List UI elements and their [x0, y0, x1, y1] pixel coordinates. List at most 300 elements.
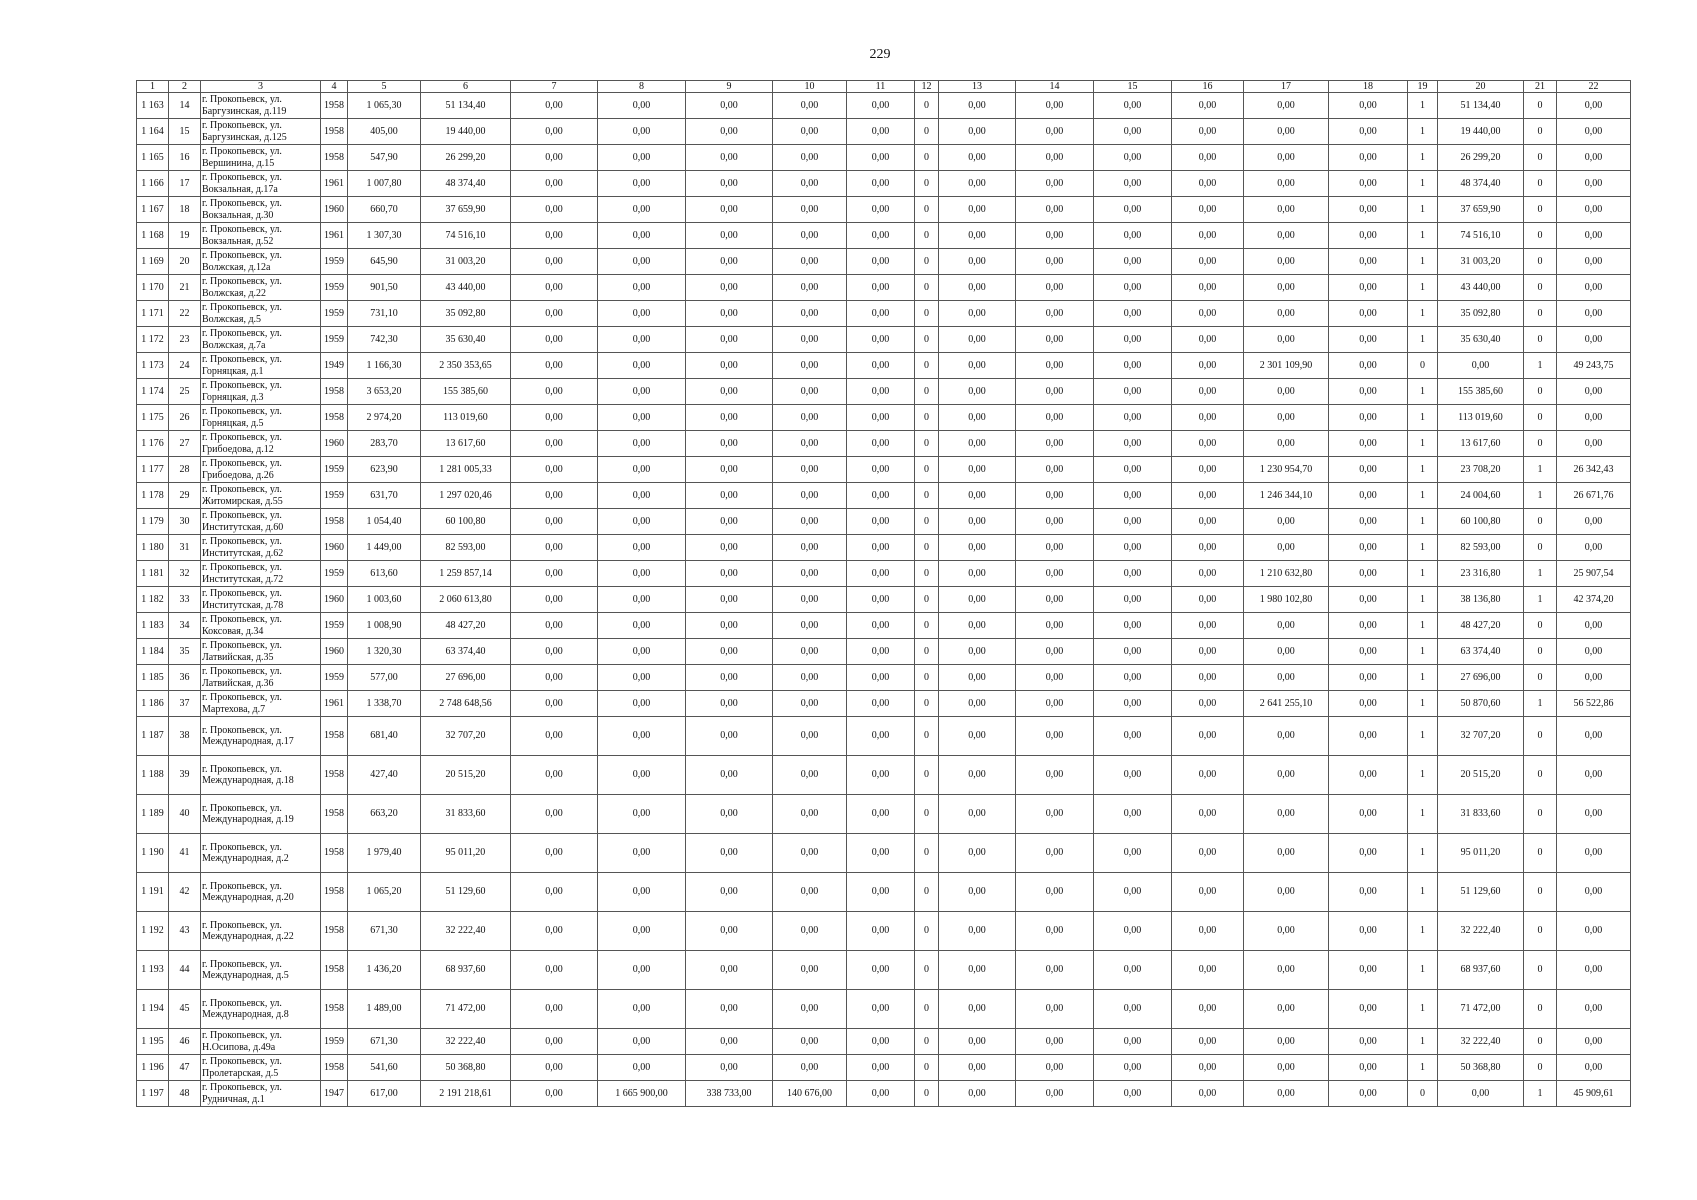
table-cell: 13 617,60: [421, 431, 511, 457]
table-cell: 0,00: [1244, 249, 1329, 275]
table-cell: 0,00: [939, 1029, 1016, 1055]
table-cell: 0,00: [1557, 509, 1631, 535]
table-cell: 26 671,76: [1557, 483, 1631, 509]
table-cell: 0,00: [847, 171, 915, 197]
table-cell: 0,00: [511, 756, 598, 795]
table-cell: 37 659,90: [421, 197, 511, 223]
table-cell: 0,00: [686, 145, 773, 171]
table-cell: 1: [1408, 301, 1438, 327]
table-cell: 0,00: [686, 756, 773, 795]
table-cell: 0,00: [1329, 756, 1408, 795]
column-header: 5: [348, 81, 421, 93]
table-cell: 0,00: [598, 951, 686, 990]
table-cell: 0,00: [773, 561, 847, 587]
address-cell: г. Прокопьевск, ул. Горняцкая, д.1: [201, 353, 321, 379]
table-cell: 0: [915, 639, 939, 665]
table-cell: 541,60: [348, 1055, 421, 1081]
table-cell: 338 733,00: [686, 1081, 773, 1107]
table-cell: 0,00: [939, 249, 1016, 275]
table-cell: 1 007,80: [348, 171, 421, 197]
table-cell: 31 003,20: [421, 249, 511, 275]
table-cell: 0,00: [773, 119, 847, 145]
table-cell: 28: [169, 457, 201, 483]
table-cell: 0,00: [511, 795, 598, 834]
table-cell: 0,00: [1329, 613, 1408, 639]
table-cell: 46: [169, 1029, 201, 1055]
table-cell: 0,00: [1094, 561, 1172, 587]
table-cell: 0: [915, 509, 939, 535]
page-number: 229: [869, 47, 891, 62]
table-cell: 0,00: [773, 93, 847, 119]
column-header: 12: [915, 81, 939, 93]
column-header: 9: [686, 81, 773, 93]
table-cell: 0,00: [686, 691, 773, 717]
table-cell: 0,00: [1172, 509, 1244, 535]
table-cell: 0,00: [598, 327, 686, 353]
table-cell: 0,00: [598, 171, 686, 197]
table-cell: 0,00: [598, 275, 686, 301]
table-cell: 0,00: [939, 275, 1016, 301]
table-cell: 0,00: [1172, 665, 1244, 691]
table-cell: 0,00: [598, 431, 686, 457]
table-cell: 0,00: [773, 327, 847, 353]
table-cell: 0,00: [1016, 587, 1094, 613]
table-cell: 0: [915, 561, 939, 587]
table-cell: 26 299,20: [1438, 145, 1524, 171]
table-cell: 0,00: [1016, 1081, 1094, 1107]
table-cell: 0: [915, 223, 939, 249]
table-cell: 1: [1408, 379, 1438, 405]
table-cell: 29: [169, 483, 201, 509]
table-cell: 0,00: [511, 327, 598, 353]
address-cell: г. Прокопьевск, ул. Волжская, д.7а: [201, 327, 321, 353]
table-cell: 1 169: [137, 249, 169, 275]
table-cell: 0: [915, 912, 939, 951]
table-cell: 1: [1408, 431, 1438, 457]
table-cell: 0,00: [1329, 353, 1408, 379]
table-cell: 31: [169, 535, 201, 561]
address-cell: г. Прокопьевск, ул. Н.Осипова, д.49а: [201, 1029, 321, 1055]
table-cell: 1: [1408, 171, 1438, 197]
table-cell: 0: [1524, 249, 1557, 275]
table-cell: 0,00: [686, 795, 773, 834]
table-cell: 0,00: [598, 717, 686, 756]
table-cell: 0,00: [511, 691, 598, 717]
table-cell: 1958: [321, 119, 348, 145]
table-cell: 0,00: [686, 912, 773, 951]
table-row: [137, 145, 1631, 171]
table-cell: 0,00: [939, 665, 1016, 691]
column-header: 8: [598, 81, 686, 93]
table-cell: 44: [169, 951, 201, 990]
table-cell: 0,00: [1329, 301, 1408, 327]
address-cell: г. Прокопьевск, ул. Баргузинская, д.125: [201, 119, 321, 145]
table-cell: 1959: [321, 275, 348, 301]
table-cell: 0,00: [686, 873, 773, 912]
table-cell: 0,00: [1172, 93, 1244, 119]
table-row: [137, 1055, 1631, 1081]
table-cell: 1: [1408, 691, 1438, 717]
table-cell: 43 440,00: [1438, 275, 1524, 301]
table-cell: 663,20: [348, 795, 421, 834]
table-cell: 1 178: [137, 483, 169, 509]
table-cell: 0,00: [1557, 327, 1631, 353]
table-cell: 0,00: [1172, 1081, 1244, 1107]
table-cell: 31 833,60: [421, 795, 511, 834]
table-cell: 0,00: [847, 1081, 915, 1107]
table-row: [137, 353, 1631, 379]
table-cell: 51 134,40: [1438, 93, 1524, 119]
address-cell: г. Прокопьевск, ул. Международная, д.8: [201, 990, 321, 1029]
table-cell: 1 177: [137, 457, 169, 483]
table-cell: 0,00: [773, 639, 847, 665]
table-cell: 0: [915, 431, 939, 457]
table-cell: 0,00: [939, 990, 1016, 1029]
address-cell: г. Прокопьевск, ул. Вокзальная, д.52: [201, 223, 321, 249]
table-cell: 0,00: [1172, 301, 1244, 327]
table-cell: 48 374,40: [1438, 171, 1524, 197]
column-header: 3: [201, 81, 321, 93]
table-cell: 0,00: [1016, 1055, 1094, 1081]
table-cell: 23 316,80: [1438, 561, 1524, 587]
table-row: [137, 1029, 1631, 1055]
table-cell: 1958: [321, 912, 348, 951]
table-cell: 0,00: [1244, 639, 1329, 665]
table-cell: 1960: [321, 535, 348, 561]
table-cell: 0,00: [686, 93, 773, 119]
table-cell: 0,00: [686, 327, 773, 353]
table-cell: 0,00: [939, 405, 1016, 431]
table-cell: 1959: [321, 301, 348, 327]
table-cell: 1: [1408, 145, 1438, 171]
table-cell: 0,00: [1094, 197, 1172, 223]
table-cell: 1 186: [137, 691, 169, 717]
table-cell: 0,00: [598, 587, 686, 613]
table-cell: 51 129,60: [421, 873, 511, 912]
table-cell: 0,00: [939, 756, 1016, 795]
table-cell: 0,00: [1016, 353, 1094, 379]
table-cell: 26 299,20: [421, 145, 511, 171]
table-cell: 0,00: [598, 873, 686, 912]
table-cell: 1 185: [137, 665, 169, 691]
table-cell: 0,00: [1172, 405, 1244, 431]
table-cell: 0,00: [686, 561, 773, 587]
table-cell: 50 368,80: [1438, 1055, 1524, 1081]
table-cell: 0,00: [773, 951, 847, 990]
table-cell: 95 011,20: [421, 834, 511, 873]
table-cell: 1 183: [137, 613, 169, 639]
table-cell: 34: [169, 613, 201, 639]
table-cell: 33: [169, 587, 201, 613]
table-cell: 283,70: [348, 431, 421, 457]
table-cell: 0,00: [511, 535, 598, 561]
table-cell: 0,00: [1094, 301, 1172, 327]
table-cell: 1 489,00: [348, 990, 421, 1029]
column-header: 20: [1438, 81, 1524, 93]
table-cell: 0,00: [847, 509, 915, 535]
table-cell: 0,00: [939, 145, 1016, 171]
table-cell: 0,00: [1557, 301, 1631, 327]
table-cell: 613,60: [348, 561, 421, 587]
table-cell: 0,00: [598, 665, 686, 691]
table-cell: 0,00: [1244, 951, 1329, 990]
table-cell: 0,00: [847, 561, 915, 587]
table-cell: 0,00: [1172, 561, 1244, 587]
table-cell: 0: [1524, 1055, 1557, 1081]
table-cell: 1 436,20: [348, 951, 421, 990]
table-cell: 0,00: [939, 93, 1016, 119]
table-cell: 0,00: [847, 587, 915, 613]
table-cell: 0,00: [847, 691, 915, 717]
table-cell: 1 665 900,00: [598, 1081, 686, 1107]
table-cell: 0,00: [1094, 717, 1172, 756]
table-cell: 0,00: [1557, 990, 1631, 1029]
table-cell: 0,00: [939, 834, 1016, 873]
table-cell: 16: [169, 145, 201, 171]
table-row: [137, 587, 1631, 613]
column-header: 2: [169, 81, 201, 93]
table-cell: 0,00: [511, 301, 598, 327]
table-cell: 0,00: [847, 795, 915, 834]
table-cell: 0,00: [1244, 717, 1329, 756]
table-cell: 0,00: [1329, 561, 1408, 587]
table-cell: 0: [915, 1081, 939, 1107]
table-cell: 0: [915, 353, 939, 379]
table-cell: 0,00: [1016, 691, 1094, 717]
table-cell: 51 129,60: [1438, 873, 1524, 912]
table-cell: 48: [169, 1081, 201, 1107]
address-cell: г. Прокопьевск, ул. Институтская, д.72: [201, 561, 321, 587]
table-cell: 0,00: [598, 613, 686, 639]
table-cell: 0,00: [847, 1055, 915, 1081]
table-cell: 0,00: [511, 587, 598, 613]
table-cell: 0,00: [598, 834, 686, 873]
table-cell: 0,00: [939, 561, 1016, 587]
table-cell: 0,00: [686, 301, 773, 327]
table-cell: 47: [169, 1055, 201, 1081]
table-cell: 0,00: [1329, 249, 1408, 275]
table-cell: 0,00: [773, 431, 847, 457]
table-row: [137, 93, 1631, 119]
table-cell: 0,00: [1244, 145, 1329, 171]
table-cell: 0,00: [1329, 535, 1408, 561]
table-cell: 0,00: [1016, 795, 1094, 834]
table-cell: 24 004,60: [1438, 483, 1524, 509]
table-cell: 0,00: [847, 327, 915, 353]
address-cell: г. Прокопьевск, ул. Международная, д.19: [201, 795, 321, 834]
table-cell: 0,00: [939, 301, 1016, 327]
table-cell: 0,00: [773, 717, 847, 756]
table-cell: 0,00: [1557, 639, 1631, 665]
table-cell: 0,00: [598, 639, 686, 665]
table-cell: 0,00: [1016, 613, 1094, 639]
table-cell: 0,00: [1329, 795, 1408, 834]
table-cell: 68 937,60: [1438, 951, 1524, 990]
table-cell: 0,00: [1016, 951, 1094, 990]
table-cell: 43 440,00: [421, 275, 511, 301]
table-cell: 0: [915, 275, 939, 301]
table-cell: 32 222,40: [421, 1029, 511, 1055]
table-cell: 45 909,61: [1557, 1081, 1631, 1107]
table-cell: 0,00: [598, 223, 686, 249]
address-cell: г. Прокопьевск, ул. Баргузинская, д.119: [201, 93, 321, 119]
table-cell: 0,00: [598, 795, 686, 834]
table-cell: 0: [915, 483, 939, 509]
table-cell: 0,00: [1172, 171, 1244, 197]
table-cell: 671,30: [348, 1029, 421, 1055]
table-cell: 0,00: [1094, 912, 1172, 951]
table-cell: 0: [1524, 509, 1557, 535]
table-cell: 1 174: [137, 379, 169, 405]
table-cell: 0: [915, 873, 939, 912]
table-cell: 0,00: [1244, 795, 1329, 834]
table-row: [137, 717, 1631, 756]
table-cell: 0,00: [1016, 483, 1094, 509]
table-cell: 0,00: [686, 483, 773, 509]
table-cell: 0: [915, 197, 939, 223]
table-cell: 35: [169, 639, 201, 665]
table-cell: 0,00: [1329, 145, 1408, 171]
table-cell: 0,00: [1094, 483, 1172, 509]
table-cell: 0,00: [939, 431, 1016, 457]
table-cell: 631,70: [348, 483, 421, 509]
table-cell: 37: [169, 691, 201, 717]
table-cell: 0,00: [1329, 717, 1408, 756]
table-cell: 0,00: [1094, 834, 1172, 873]
table-cell: 13 617,60: [1438, 431, 1524, 457]
table-cell: 0,00: [1329, 1029, 1408, 1055]
table-row: [137, 223, 1631, 249]
table-cell: 0,00: [686, 509, 773, 535]
table-cell: 43: [169, 912, 201, 951]
table-cell: 0,00: [847, 197, 915, 223]
table-cell: 0,00: [1329, 483, 1408, 509]
table-cell: 1: [1408, 756, 1438, 795]
table-cell: 71 472,00: [1438, 990, 1524, 1029]
table-cell: 0,00: [1016, 990, 1094, 1029]
table-cell: 0,00: [773, 353, 847, 379]
table-cell: 0,00: [1244, 756, 1329, 795]
table-cell: 23 708,20: [1438, 457, 1524, 483]
table-cell: 0,00: [1094, 223, 1172, 249]
table-cell: 0,00: [1172, 275, 1244, 301]
table-cell: 19: [169, 223, 201, 249]
table-cell: 1958: [321, 756, 348, 795]
table-cell: 0,00: [1329, 197, 1408, 223]
table-cell: 0: [1524, 327, 1557, 353]
table-cell: 0,00: [939, 119, 1016, 145]
table-row: [137, 119, 1631, 145]
table-cell: 1959: [321, 249, 348, 275]
table-cell: 0,00: [847, 756, 915, 795]
table-cell: 0,00: [1172, 587, 1244, 613]
table-cell: 48 427,20: [1438, 613, 1524, 639]
column-header: 11: [847, 81, 915, 93]
table-cell: 1 191: [137, 873, 169, 912]
table-cell: 1961: [321, 171, 348, 197]
table-cell: 0,00: [773, 1029, 847, 1055]
table-cell: 0,00: [1329, 457, 1408, 483]
table-row: [137, 639, 1631, 665]
table-cell: 0,00: [847, 93, 915, 119]
table-row: [137, 795, 1631, 834]
table-cell: 35 092,80: [421, 301, 511, 327]
table-cell: 0,00: [1172, 691, 1244, 717]
table-cell: 1: [1408, 405, 1438, 431]
table-cell: 19 440,00: [421, 119, 511, 145]
table-cell: 0: [915, 457, 939, 483]
table-cell: 1 980 102,80: [1244, 587, 1329, 613]
table-cell: 0,00: [1329, 93, 1408, 119]
table-cell: 0,00: [847, 665, 915, 691]
table-cell: 0,00: [847, 145, 915, 171]
table-cell: 0,00: [1329, 275, 1408, 301]
address-cell: г. Прокопьевск, ул. Горняцкая, д.3: [201, 379, 321, 405]
table-cell: 2 350 353,65: [421, 353, 511, 379]
table-cell: 1 176: [137, 431, 169, 457]
table-cell: 0,00: [773, 834, 847, 873]
table-cell: 0,00: [1172, 756, 1244, 795]
table-cell: 1 259 857,14: [421, 561, 511, 587]
table-cell: 40: [169, 795, 201, 834]
table-cell: 18: [169, 197, 201, 223]
table-cell: 31 833,60: [1438, 795, 1524, 834]
table-cell: 0,00: [511, 353, 598, 379]
table-cell: 0,00: [939, 327, 1016, 353]
table-cell: 0,00: [1244, 223, 1329, 249]
table-cell: 1 193: [137, 951, 169, 990]
table-cell: 0,00: [1016, 665, 1094, 691]
table-cell: 1 180: [137, 535, 169, 561]
table-cell: 0: [1524, 379, 1557, 405]
table-cell: 1949: [321, 353, 348, 379]
table-cell: 0,00: [1094, 379, 1172, 405]
table-cell: 0: [1524, 535, 1557, 561]
table-cell: 0,00: [1557, 535, 1631, 561]
table-cell: 0,00: [511, 93, 598, 119]
table-cell: 0: [1524, 93, 1557, 119]
column-header: 14: [1016, 81, 1094, 93]
table-cell: 0,00: [847, 119, 915, 145]
table-cell: 0,00: [1244, 171, 1329, 197]
table-cell: 1: [1408, 509, 1438, 535]
table-cell: 0: [915, 171, 939, 197]
table-cell: 0,00: [1016, 639, 1094, 665]
table-cell: 0,00: [1094, 1055, 1172, 1081]
table-cell: 1 320,30: [348, 639, 421, 665]
table-cell: 1: [1408, 119, 1438, 145]
table-cell: 0,00: [511, 990, 598, 1029]
table-cell: 0,00: [939, 912, 1016, 951]
table-cell: 0: [915, 691, 939, 717]
table-cell: 0,00: [1329, 327, 1408, 353]
table-cell: 26 342,43: [1557, 457, 1631, 483]
table-cell: 0,00: [1329, 873, 1408, 912]
table-cell: 1959: [321, 561, 348, 587]
table-cell: 0,00: [1016, 223, 1094, 249]
table-cell: 1: [1408, 249, 1438, 275]
table-cell: 0,00: [939, 1081, 1016, 1107]
table-cell: 0: [915, 145, 939, 171]
table-cell: 0,00: [773, 379, 847, 405]
table-cell: 0,00: [939, 717, 1016, 756]
table-cell: 0,00: [847, 535, 915, 561]
table-cell: 0,00: [1557, 405, 1631, 431]
table-cell: 1 179: [137, 509, 169, 535]
table-cell: 0,00: [1329, 1081, 1408, 1107]
table-cell: 0,00: [939, 691, 1016, 717]
table-cell: 0,00: [1329, 171, 1408, 197]
